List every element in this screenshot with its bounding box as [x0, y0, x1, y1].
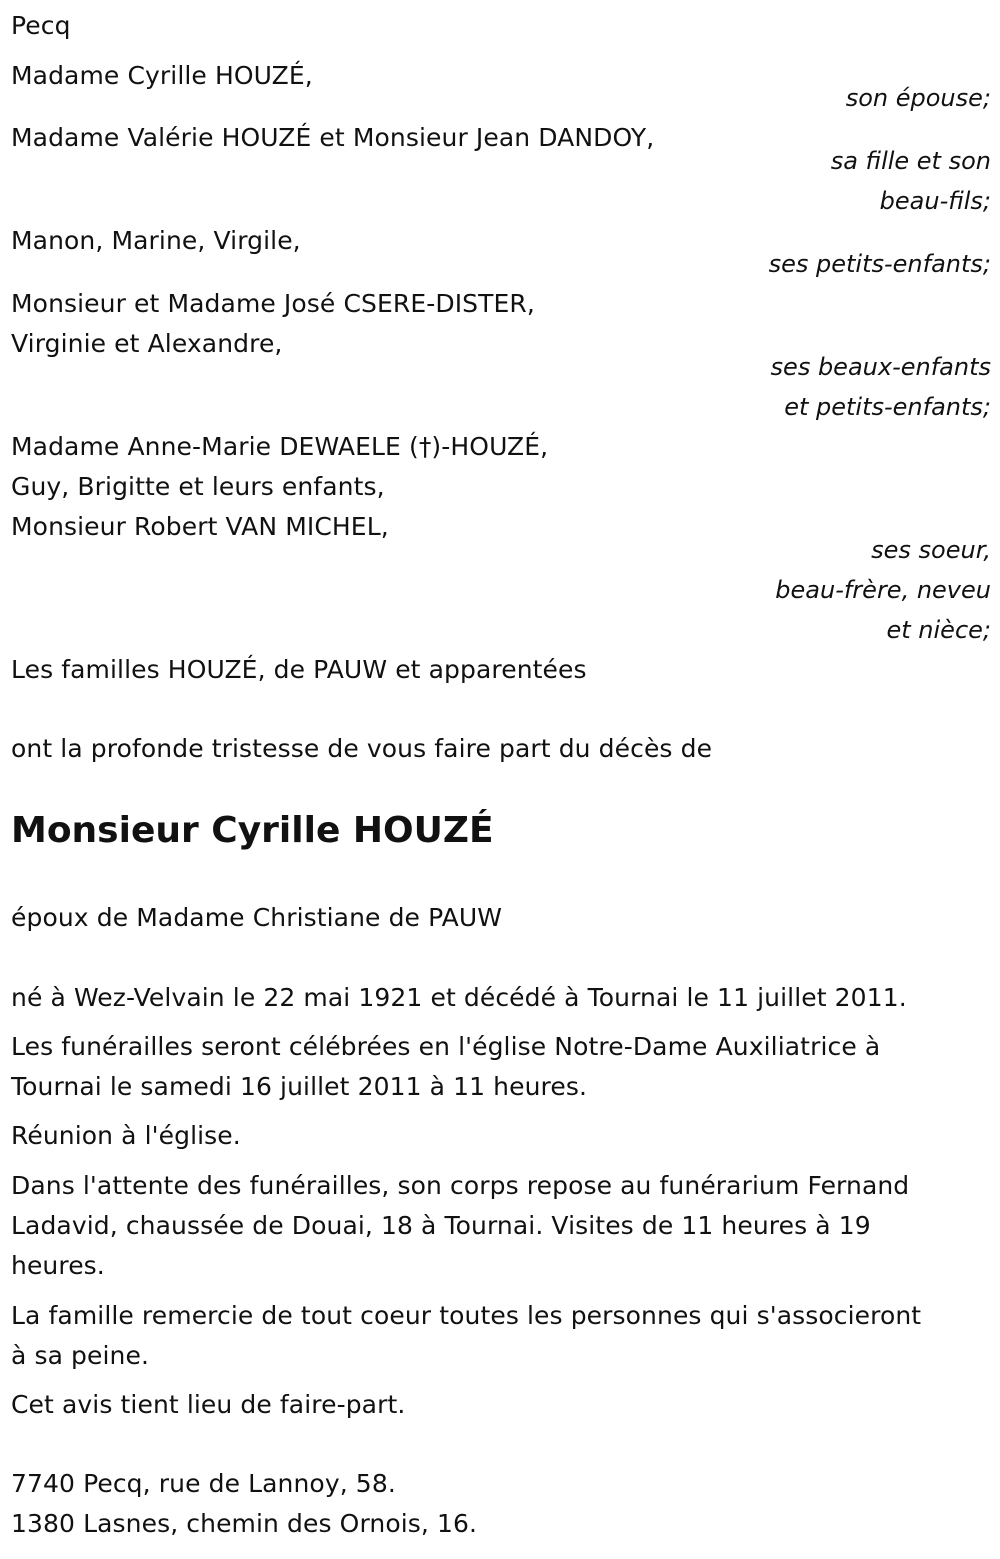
address-line: 7740 Pecq, rue de Lannoy, 58. [11, 1469, 396, 1498]
funeral-line: Les funérailles seront célébrées en l'église Notre-Dame Auxiliatrice à [11, 1032, 881, 1061]
thanks-line: La famille remercie de tout coeur toutes les personnes qui s'associeront [11, 1301, 922, 1330]
viewing-line: heures. [11, 1251, 105, 1280]
family-name-line: Madame Anne-Marie DEWAELE (†)-HOUZÉ, [11, 432, 549, 461]
viewing-line: Dans l'attente des funérailles, son corps repose au funérarium Fernand [11, 1171, 910, 1200]
funeral-line: Tournai le samedi 16 juillet 2011 à 11 heures. [11, 1072, 588, 1101]
family-name-line: Madame Valérie HOUZÉ et Monsieur Jean DANDOY, [11, 123, 655, 152]
relation-line: ses petits-enfants; [768, 250, 991, 278]
town-heading: Pecq [11, 11, 71, 40]
relation-line: son épouse; [845, 84, 991, 112]
relation-line: ses beaux-enfants [770, 353, 991, 381]
family-name-line: Les familles HOUZÉ, de PAUW et apparentées [11, 655, 587, 684]
gathering-line: Réunion à l'église. [11, 1121, 241, 1150]
thanks-line: à sa peine. [11, 1341, 150, 1370]
family-name-line: Monsieur Robert VAN MICHEL, [11, 512, 389, 541]
family-name-line: Monsieur et Madame José CSERE-DISTER, [11, 289, 535, 318]
family-name-line: Guy, Brigitte et leurs enfants, [11, 472, 385, 501]
announcement-text: ont la profonde tristesse de vous faire part du décès de [11, 734, 713, 763]
relation-line: et nièce; [886, 616, 991, 644]
family-name-line: Manon, Marine, Virgile, [11, 226, 301, 255]
relation-line: ses soeur, [871, 536, 991, 564]
deceased-name: Monsieur Cyrille HOUZÉ [11, 810, 494, 851]
family-name-line: Madame Cyrille HOUZÉ, [11, 61, 313, 90]
notice-line: Cet avis tient lieu de faire-part. [11, 1390, 406, 1419]
address-line: 1380 Lasnes, chemin des Ornois, 16. [11, 1509, 478, 1538]
relation-line: beau-frère, neveu [775, 576, 991, 604]
relation-line: beau-fils; [879, 187, 991, 215]
relation-line: sa fille et son [830, 147, 991, 175]
relation-line: et petits-enfants; [784, 393, 991, 421]
viewing-line: Ladavid, chaussée de Douai, 18 à Tournai. Visites de 11 heures à 19 [11, 1211, 871, 1240]
birth-death-line: né à Wez-Velvain le 22 mai 1921 et décédé à Tournai le 11 juillet 2011. [11, 983, 907, 1012]
family-name-line: Virginie et Alexandre, [11, 329, 283, 358]
spouse-line: époux de Madame Christiane de PAUW [11, 903, 503, 932]
